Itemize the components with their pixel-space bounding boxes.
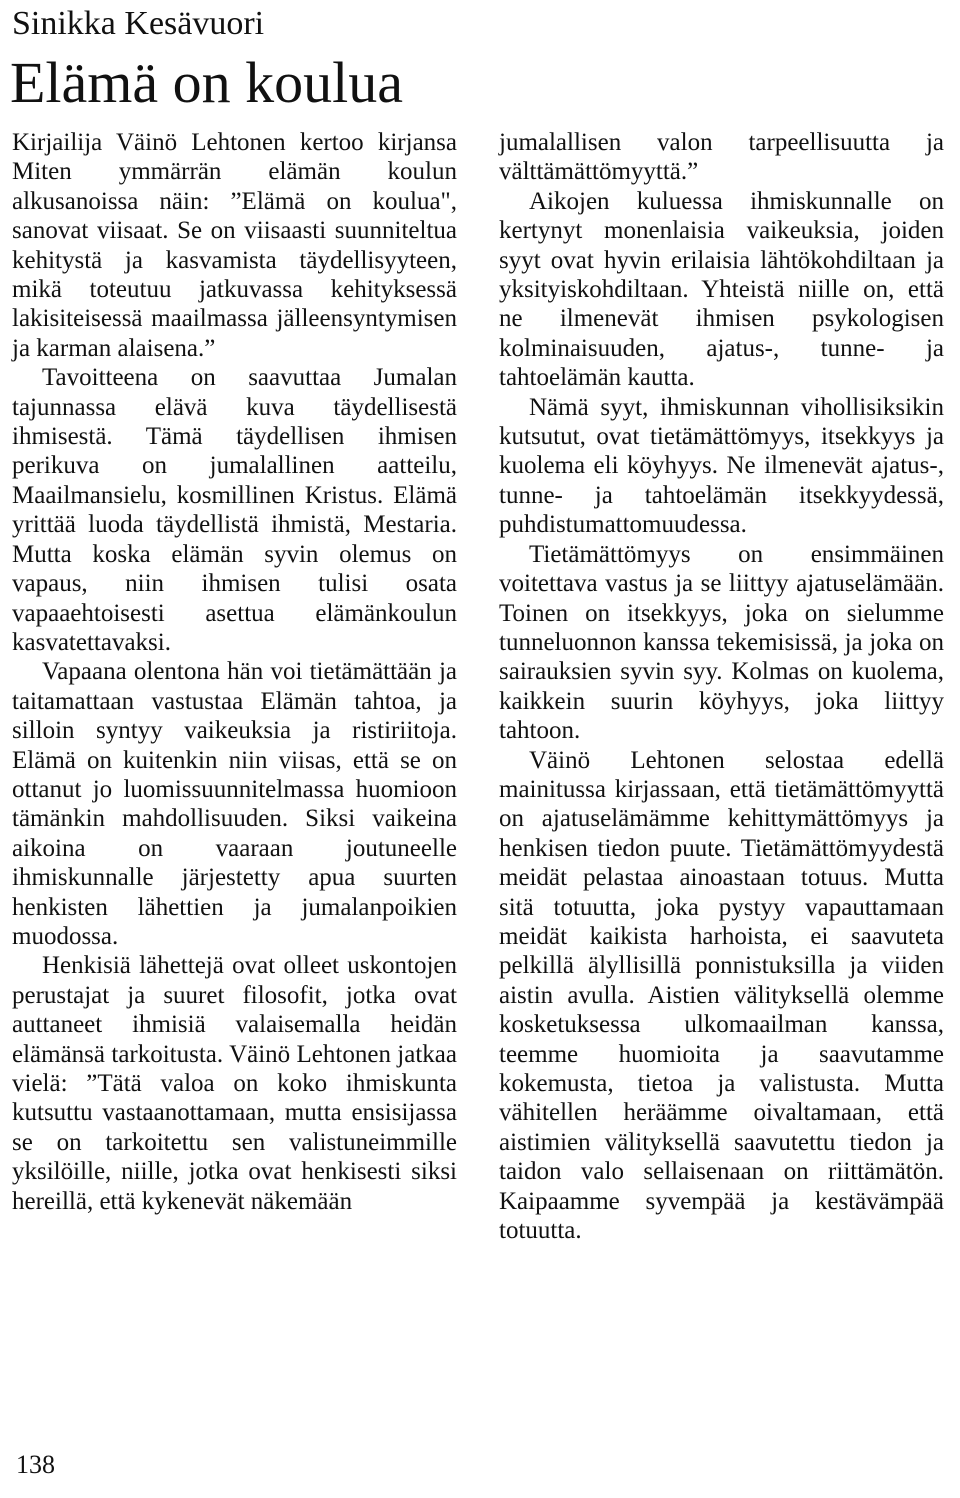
paragraph: Kirjailija Väinö Lehtonen kertoo kirjansa Miten ymmärrän elämän koulun alkusanoissa näin: ”Elämä on koulua", sanovat viisaat. Se on viisaasti suunniteltua kehitystä ja kasvamista täydellisyyteen, mikä toteutuu jatkuvassa kehityksessä lakisiteisessä maailmassa jälleensyntymisen ja karman alaisena.” (12, 129, 457, 362)
paragraph: Vapaana olentona hän voi tietämättään ja taitamattaan vastustaa Elämän tahtoa, ja silloin syntyy vaikeuksia ja ristiriitoja. Elämä on kuitenkin niin viisas, että se on ottanut jo luomissuunnitelmassa huomioon tämänkin mahdollisuuden. Siksi vaikeina aikoina on vaaraan joutuneelle ihmiskunnalle järjestetty apua suurten henkisten lähettien ja jumalanpoikien muodossa. (12, 658, 457, 950)
paragraph: Nämä syyt, ihmiskunnan vihollisiksikin kutsutut, ovat tietämättömyys, itsekkyys ja kuolema eli köyhyys. Ne ilmenevät ajatus-, tunne- ja tahtoelämän itsekkyydessä, puhdistumattomuudessa. (499, 393, 944, 539)
paragraph: Henkisiä lähettejä ovat olleet uskontojen perustajat ja suuret filosofit, jotka ovat auttaneet ihmisiä valaisemalla heidän elämänsä tarkoitusta. Väinö Lehtonen jatkaa vielä: ”Tätä valoa on koko ihmiskunta kutsuttu vastaanottamaan, mutta ensisijassa se on tarkoitettu sen valistuneimmille yksilöille, niille, jotka ovat henkisesti siksi hereillä, että kykenevät näkemään (12, 952, 457, 1215)
page-number: 138 (16, 1450, 55, 1479)
paragraph: jumalallisen valon tarpeellisuutta ja välttämättömyyttä.” (499, 129, 944, 186)
paragraph: Aikojen kuluessa ihmiskunnalle on kertynyt monenlaisia vaikeuksia, joiden syyt ovat hyvin erilaisia lähtökohdiltaan ja yksityiskohdiltaan. Yhteistä niille on, että ne ilmenevät ihmisen psykologisen kolminaisuuden, ajatus-, tunne- ja tahtoelämän kautta. (499, 187, 944, 392)
paragraph: Tietämättömyys on ensimmäinen voitettava vastus ja se liittyy ajatuselämään. Toinen on itsekkyys, joka on sielumme tunneluonnon kanssa tekemisissä, ja joka on sairauksien syvin syy. Kolmas on kuolema, kaikkein suurin köyhyys, joka liittyy tahtoon. (499, 540, 944, 745)
paragraph: Väinö Lehtonen selostaa edellä mainitussa kirjassaan, että tietämättömyyttä on ajatuselämämme kehittymättömyys ja henkisen tiedon puute. Tietämättömyydestä meidät pelastaa ainoastaan totuus. Mutta sitä totuutta, joka pystyy vapauttamaan meidät kaikista harhoista, ei saavuteta pelkillä älyllisillä ponnistuksilla ja viiden aistin avulla. Aistien välityksellä olemme kosketuksessa ulkomaailman kanssa, teemme huomioita ja saavutamme kokemusta, tietoa ja valistusta. Mutta vähitellen heräämme oivaltamaan, että aistimien välityksellä saavutettu tiedon ja taidon valo sellaisenaan on riittämätön. Kaipaamme syvempää ja kestävämpää totuutta. (499, 746, 944, 1245)
article-title: Elämä on koulua (10, 50, 404, 115)
left-column (12, 128, 457, 1216)
author-name: Sinikka Kesävuori (12, 5, 265, 42)
paragraph: Tavoitteena on saavuttaa Jumalan tajunnassa elävä kuva täydellisestä ihmisestä. Tämä täydellisen ihmisen perikuva on jumalallinen aatteilu, Maailmansielu, kosmillinen Kristus. Elämä yrittää luoda täydellistä ihmistä, Mestaria. Mutta koska elämän syvin olemus on vapaus, niin ihmisen tulisi osata vapaaehtoisesti asettua elämänkoulun kasvatettavaksi. (12, 364, 457, 656)
right-column (499, 128, 944, 1245)
